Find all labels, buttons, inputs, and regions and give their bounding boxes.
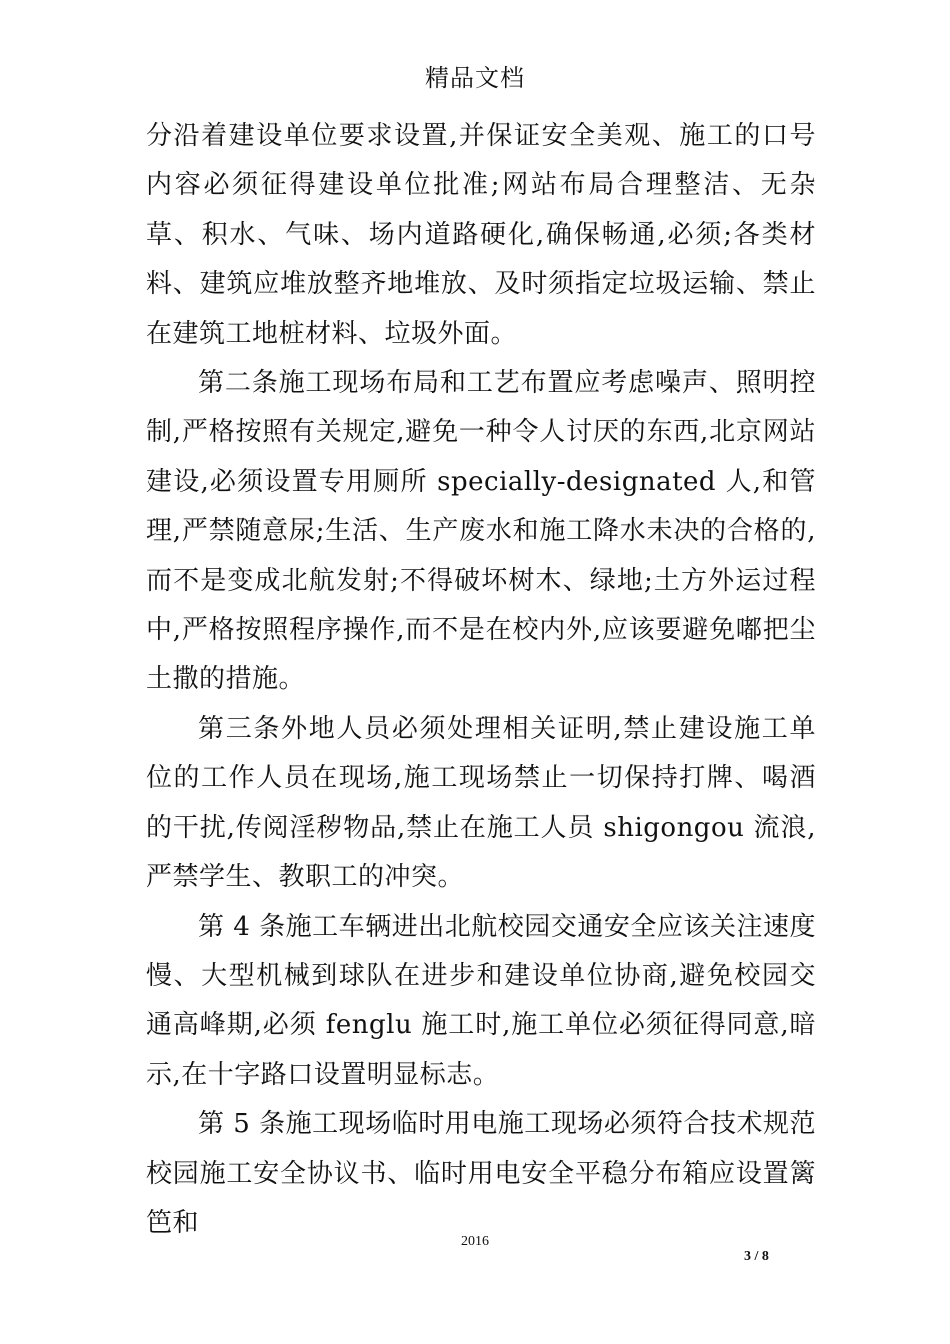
document-body [146,112,816,1248]
page-header-title: 精品文档 [425,64,525,92]
page-number: 3 / 8 [744,1249,769,1264]
paragraph-article-5: 第 5 条施工现场临时用电施工现场必须符合技术规范校园施工安全协议书、临时用电安全平稳分布箱应设置篱笆和 [146,1109,816,1238]
paragraph-article-3: 第三条外地人员必须处理相关证明,禁止建设施工单位的工作人员在现场,施工现场禁止一切保持打牌、喝酒的干扰,传阅淫秽物品,禁止在施工人员 shigongou 流浪,严禁学生、教职工的冲突。 [146,713,816,893]
paragraph-article-4: 第 4 条施工车辆进出北航校园交通安全应该关注速度慢、大型机械到球队在进步和建设单位协商,避免校园交通高峰期,必须 fenglu 施工时,施工单位必须征得同意,暗示,在十字路口设置明显标志。 [146,911,816,1090]
paragraph-continuation: 分沿着建设单位要求设置,并保证安全美观、施工的口号内容必须征得建设单位批准;网站布局合理整洁、无杂草、积水、气味、场内道路硬化,确保畅通,必须;各类材料、建筑应堆放整齐地堆放、及时须指定垃圾运输、禁止在建筑工地桩材料、垃圾外面。 [146,121,816,349]
footer-year: 2016 [461,1234,489,1249]
paragraph-article-2: 第二条施工现场布局和工艺布置应考虑噪声、照明控制,严格按照有关规定,避免一种令人讨厌的东西,北京网站建设,必须设置专用厕所 specially-designated 人,和管理,严禁随意尿;生活、生产废水和施工降水未决的合格的,而不是变成北航发射;不得破坏树木、绿地;土方外运过程中,严格按照程序操作,而不是在校内外,应该要避免嘟把尘土撒的措施。 [146,368,816,695]
